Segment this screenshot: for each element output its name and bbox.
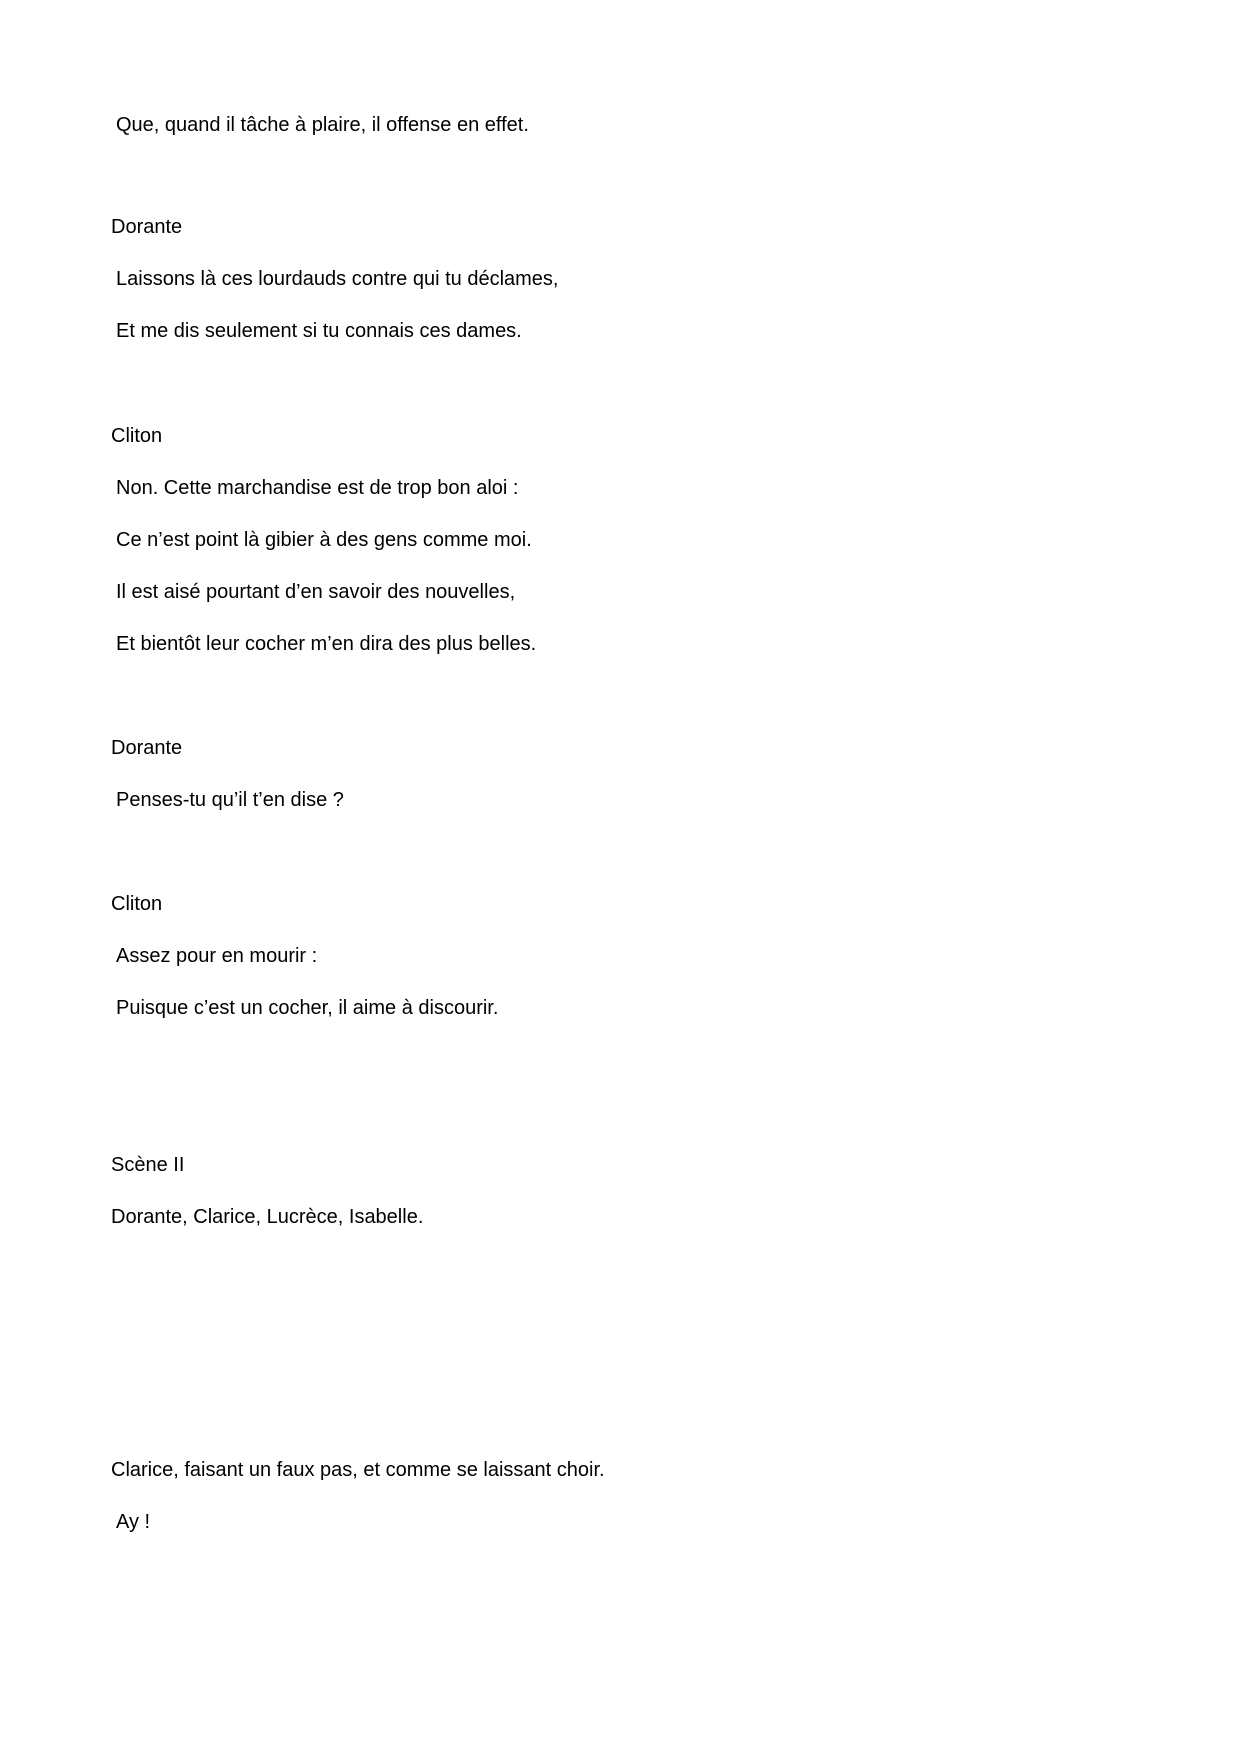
verse-line: Et bientôt leur cocher m’en dira des plus belles.: [116, 633, 537, 655]
verse-line: Puisque c’est un cocher, il aime à discourir.: [116, 997, 499, 1019]
verse-line: Et me dis seulement si tu connais ces dames.: [116, 320, 522, 342]
speaker-name: Dorante: [111, 216, 183, 238]
scene-heading: Scène II: [111, 1154, 185, 1176]
speaker-name: Cliton: [111, 425, 163, 447]
speaker-stage-direction: Clarice, faisant un faux pas, et comme se laissant choir.: [111, 1459, 605, 1481]
speaker-name: Dorante: [111, 737, 183, 759]
verse-line: Assez pour en mourir :: [116, 945, 318, 967]
verse-line: Laissons là ces lourdauds contre qui tu déclames,: [116, 268, 559, 290]
verse-line: Que, quand il tâche à plaire, il offense en effet.: [116, 114, 529, 136]
verse-line: Non. Cette marchandise est de trop bon aloi :: [116, 477, 519, 499]
verse-line: Il est aisé pourtant d’en savoir des nouvelles,: [116, 581, 516, 603]
speaker-name: Cliton: [111, 893, 163, 915]
scene-characters: Dorante, Clarice, Lucrèce, Isabelle.: [111, 1206, 424, 1228]
verse-line: Penses-tu qu’il t’en dise ?: [116, 789, 344, 811]
verse-line: Ay !: [116, 1511, 151, 1533]
verse-line: Ce n’est point là gibier à des gens comme moi.: [116, 529, 532, 551]
